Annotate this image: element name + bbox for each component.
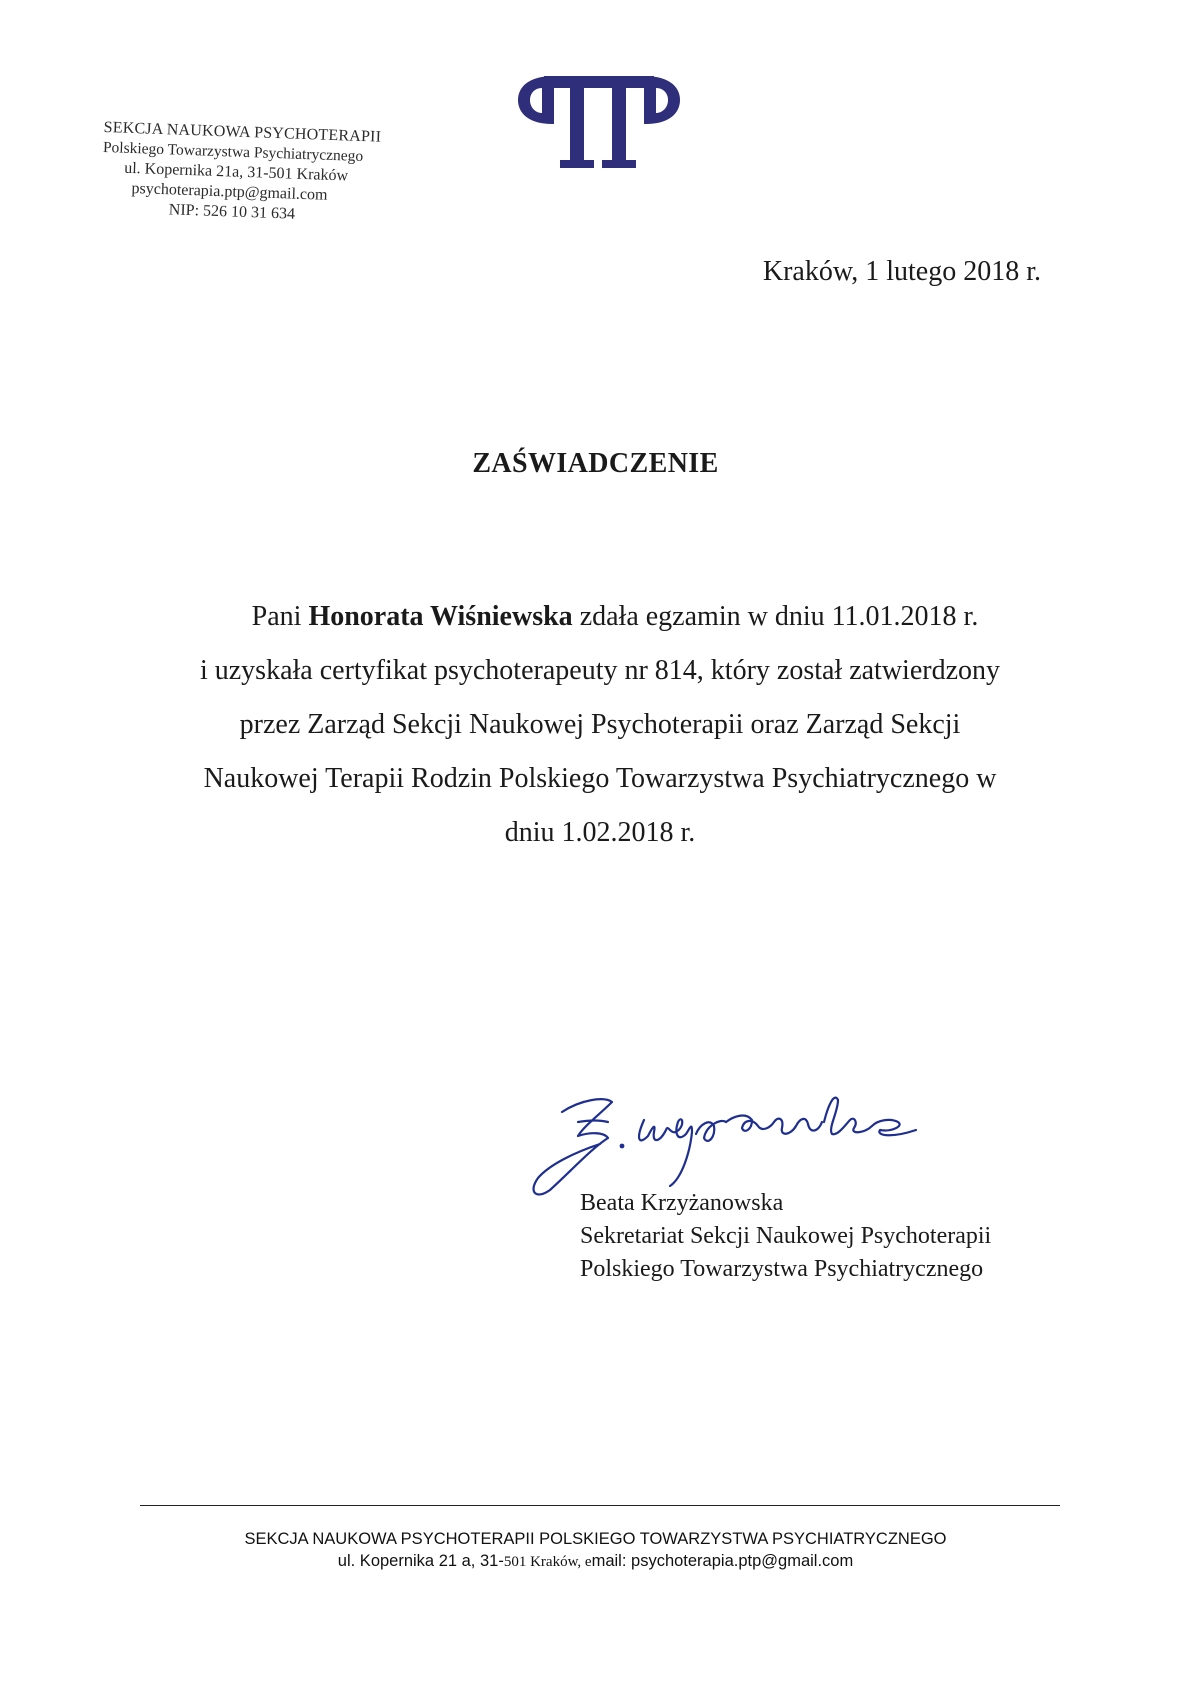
handwritten-signature	[520, 1082, 940, 1202]
footer-email: mail: psychoterapia.ptp@gmail.com	[591, 1552, 854, 1570]
stamp-line-5: NIP: 526 10 31 634	[168, 201, 296, 223]
footer-org-name: SEKCJA NAUKOWA PSYCHOTERAPII POLSKIEGO TOWARZYSTWA PSYCHIATRYCZNEGO	[244, 1530, 947, 1548]
body-line-2: i uzyskała certyfikat psychoterapeuty nr 814, który został zatwierdzony	[199, 655, 1001, 686]
signer-role-line-2: Polskiego Towarzystwa Psychiatrycznego	[580, 1256, 984, 1282]
body-line-5: dniu 1.02.2018 r.	[504, 817, 696, 848]
body-line-3: przez Zarząd Sekcji Naukowej Psychoterapii oraz Zarząd Sekcji	[239, 709, 961, 740]
document-date: Kraków, 1 lutego 2018 r.	[762, 256, 1041, 287]
stamp-line-1: SEKCJA NAUKOWA PSYCHOTERAPII	[103, 118, 382, 146]
footer	[0, 1528, 1191, 1573]
footer-address-street: ul. Kopernika 21 a, 31-	[337, 1552, 504, 1570]
body-line-4: Naukowej Terapii Rodzin Polskiego Towarzystwa Psychiatrycznego w	[203, 763, 997, 794]
stamp-line-4: psychoterapia.ptp@gmail.com	[131, 180, 328, 204]
signer-name: Beata Krzyżanowska	[580, 1190, 784, 1216]
stamp-line-3: ul. Kopernika 21a, 31-501 Kraków	[123, 159, 349, 185]
body-line-1-suffix: zdała egzamin w dniu 11.01.2018 r.	[579, 601, 979, 632]
certificate-body	[140, 590, 1060, 860]
ptp-logo	[514, 70, 684, 174]
body-prefix: Pani	[251, 601, 302, 632]
document-title: ZAŚWIADCZENIE	[472, 448, 719, 479]
stamp-line-2: Polskiego Towarzystwa Psychiatrycznego	[102, 138, 364, 166]
footer-divider	[140, 1505, 1060, 1506]
footer-address-city: 501 Kraków, e	[503, 1554, 592, 1570]
signer-role-line-1: Sekretariat Sekcji Naukowej Psychoterapii	[580, 1223, 992, 1249]
organization-stamp	[100, 118, 394, 248]
recipient-name: Honorata Wiśniewska	[308, 601, 573, 632]
body-line-1	[140, 590, 1060, 644]
footer-address	[0, 1550, 1191, 1573]
signer-block	[580, 1187, 991, 1286]
